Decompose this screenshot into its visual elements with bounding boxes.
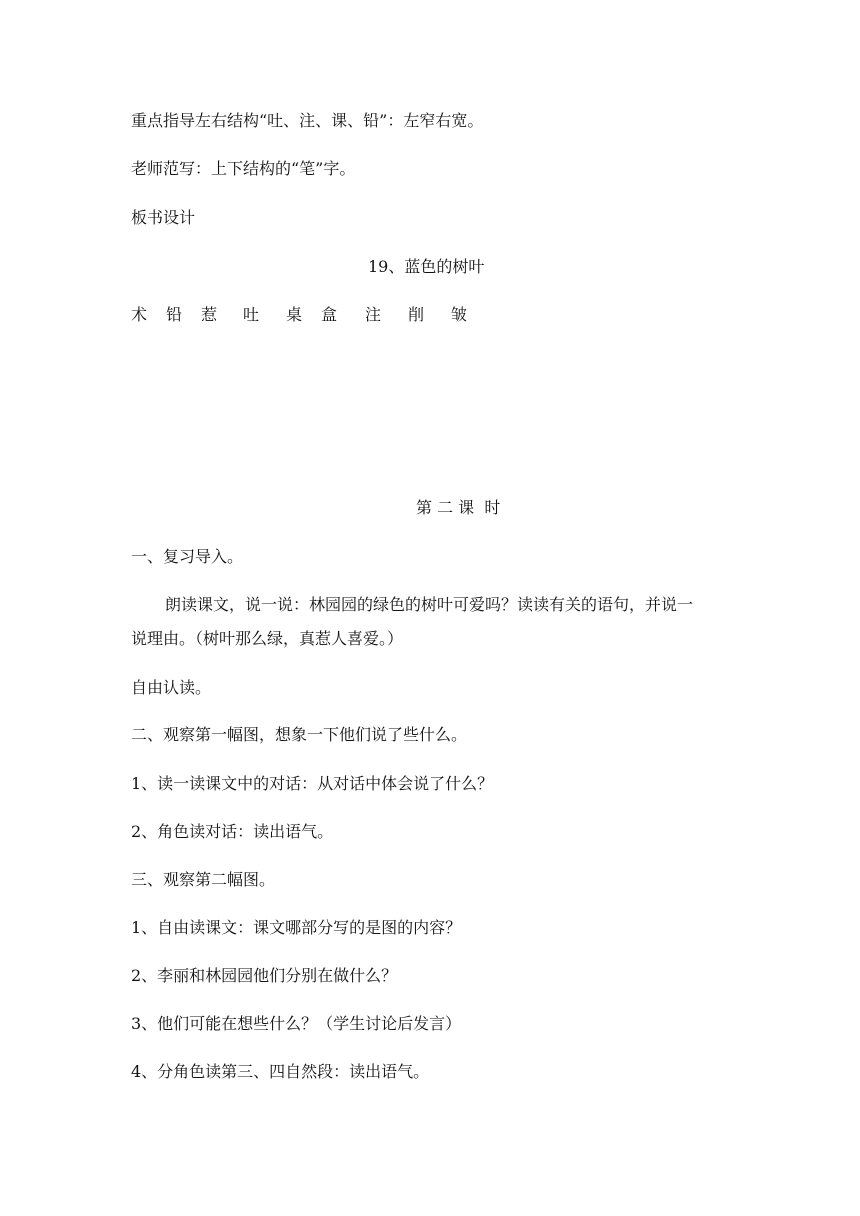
board-char: 削 — [408, 305, 425, 324]
board-char: 皱 — [451, 305, 468, 324]
board-char: 盒 — [321, 305, 338, 324]
board-design-label: 板书设计 — [131, 208, 196, 227]
board-char: 吐 — [243, 305, 260, 324]
board-char: 注 — [365, 305, 382, 324]
board-title: 19、蓝色的树叶 — [368, 257, 485, 276]
board-char: 惹 — [201, 305, 218, 324]
list-item: 1、读一读课文中的对话：从对话中体会说了什么？ — [131, 774, 494, 793]
section-heading-picture-two: 三、观察第二幅图。 — [131, 870, 276, 889]
list-item: 3、他们可能在想些什么？（学生讨论后发言） — [131, 1014, 462, 1033]
board-characters-row — [0, 304, 860, 326]
instruction-teacher-demo: 老师范写：上下结构的“笔”字。 — [131, 159, 356, 178]
board-char: 铅 — [166, 305, 183, 324]
instruction-left-right-structure: 重点指导左右结构“吐、注、课、铅”：左窄右宽。 — [131, 111, 484, 130]
list-item: 1、自由读课文：课文哪部分写的是图的内容？ — [131, 918, 462, 937]
list-item: 4、分角色读第三、四自然段：读出语气。 — [131, 1062, 430, 1081]
paragraph-line: 朗读课文，说一说：林园园的绿色的树叶可爱吗？读读有关的语句，并说一 — [165, 595, 694, 614]
board-char: 术 — [131, 305, 148, 324]
section-heading-picture-one: 二、观察第一幅图，想象一下他们说了些什么。 — [131, 725, 468, 744]
list-item: 2、李丽和林园园他们分别在做什么？ — [131, 966, 398, 985]
lesson-heading: 第 二 课 时 — [416, 498, 501, 517]
text-line: 自由认读。 — [131, 678, 212, 697]
section-heading-review: 一、复习导入。 — [131, 547, 244, 566]
list-item: 2、角色读对话：读出语气。 — [131, 822, 334, 841]
board-char: 桌 — [286, 305, 303, 324]
paragraph-line: 说理由。（树叶那么绿，真惹人喜爱。） — [131, 629, 404, 648]
